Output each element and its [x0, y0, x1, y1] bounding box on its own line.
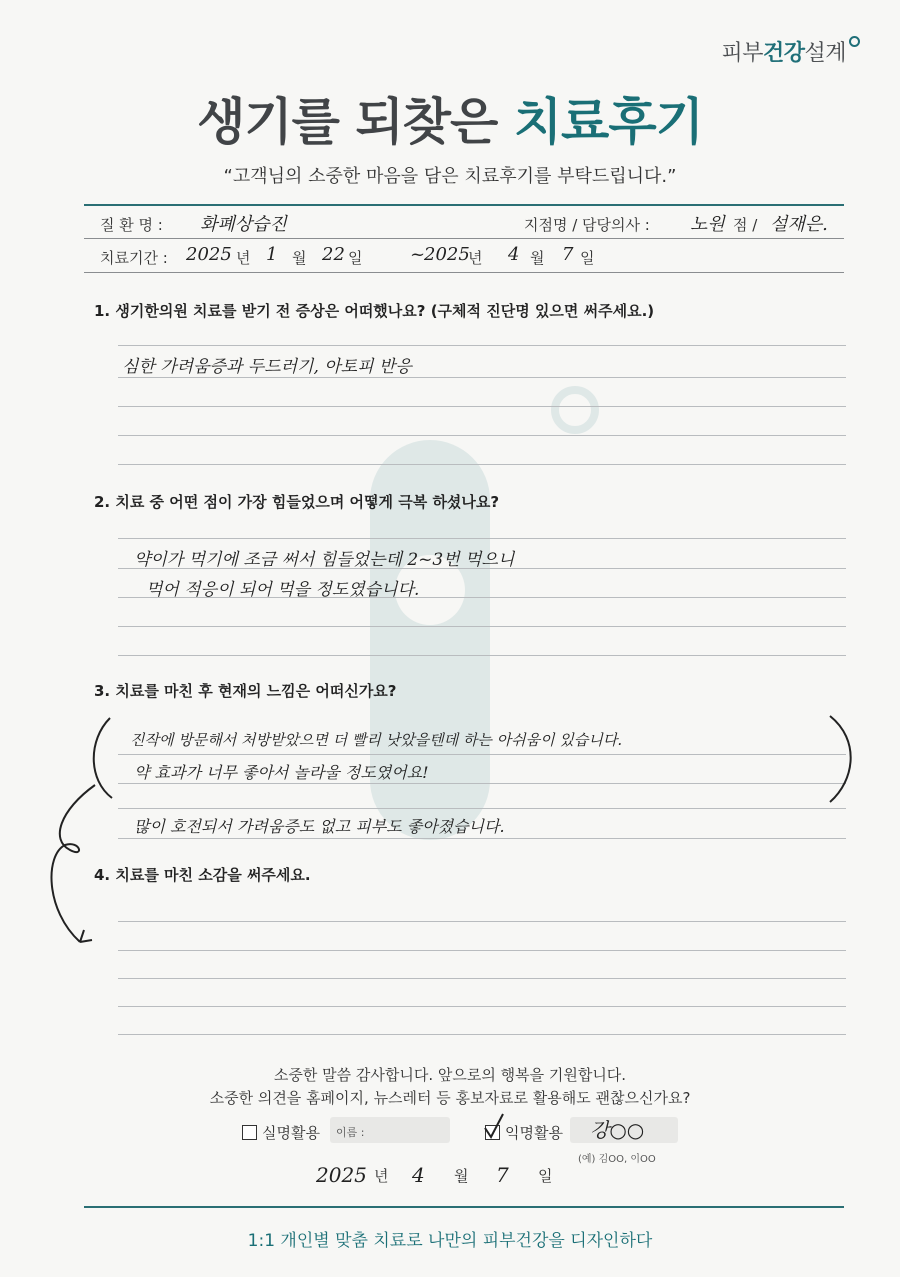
answer-line: [118, 464, 846, 465]
disease-label: 질 환 명 :: [100, 216, 163, 234]
footer-rule: [84, 1206, 844, 1208]
disease-value: 화폐상습진: [200, 214, 287, 235]
answer-line: [118, 377, 846, 378]
answer-line: [118, 626, 846, 627]
answer-3-line-1: 진작에 방문해서 처방받았으면 더 빨리 낫았을텐데 하는 아쉬움이 있습니다.: [130, 731, 623, 749]
end-day-unit: 일: [580, 249, 595, 267]
start-month-unit: 월: [292, 249, 307, 267]
answer-line: [118, 1034, 846, 1035]
answer-line: [118, 538, 846, 539]
page-subtitle: “고객님의 소중한 마음을 담은 치료후기를 부탁드립니다.”: [223, 166, 677, 187]
branch-label: 지점명 / 담당의사 :: [524, 216, 650, 234]
tagline: 1:1 개인별 맞춤 치료로 나만의 피부건강을 디자인하다: [247, 1231, 653, 1251]
answer-3-line-2: 약 효과가 너무 좋아서 놀라울 정도였어요!: [134, 763, 429, 782]
example-text: (예) 김OO, 이OO: [578, 1154, 656, 1165]
thanks-text: 소중한 말씀 감사합니다. 앞으로의 행복을 기원합니다.: [273, 1066, 627, 1084]
date-day: 7: [496, 1163, 509, 1187]
real-name-label: 실명활용: [262, 1124, 320, 1142]
answer-line: [118, 655, 846, 656]
date-year: 2025: [316, 1163, 367, 1187]
date-month-unit: 월: [454, 1167, 469, 1185]
answer-line: [118, 406, 846, 407]
name-field-label: 이름 :: [336, 1126, 365, 1139]
start-day-unit: 일: [348, 249, 363, 267]
info-top-rule: [84, 204, 844, 206]
question-3: 3. 치료를 마친 후 현재의 느낌은 어떠신가요?: [94, 682, 397, 700]
branch-value: 노원: [690, 214, 725, 235]
real-name-checkbox[interactable]: [242, 1125, 257, 1140]
brand-logo: [721, 36, 860, 67]
period-tilde: ~: [410, 244, 426, 265]
date-month: 4: [412, 1163, 425, 1187]
start-year-unit: 년: [236, 249, 251, 267]
end-year: 2025: [424, 244, 470, 265]
answer-line: [118, 921, 846, 922]
answer-line: [118, 978, 846, 979]
answer-2-line-1: 약이가 먹기에 조금 써서 힘들었는데 2~3번 먹으니: [134, 550, 515, 570]
doctor-value: 설재은.: [770, 214, 828, 235]
handwritten-marks: [40, 710, 870, 970]
consent-text: 소중한 의견을 홈페이지, 뉴스레터 등 홍보자료로 활용해도 괜찮으신가요?: [209, 1089, 691, 1107]
anon-label: 익명활용: [505, 1124, 563, 1142]
info-mid-rule: [84, 238, 844, 239]
title-part2: 치료후기: [513, 93, 703, 151]
brand-prefix: 피부: [721, 41, 763, 66]
end-day: 7: [562, 244, 574, 265]
info-bottom-rule: [84, 272, 844, 273]
answer-2-line-2: 먹어 적응이 되어 먹을 정도였습니다.: [146, 580, 420, 600]
answer-line: [118, 345, 846, 346]
question-4: 4. 치료를 마친 소감을 써주세요.: [94, 866, 311, 884]
answer-line: [118, 1006, 846, 1007]
end-month: 4: [508, 244, 520, 265]
page-title: [0, 82, 900, 154]
brand-bold: 건강: [762, 41, 805, 66]
date-year-unit: 년: [374, 1167, 389, 1185]
answer-line: [118, 950, 846, 951]
period-label: 치료기간 :: [100, 249, 168, 267]
date-day-unit: 일: [538, 1167, 553, 1185]
check-mark-icon: [482, 1112, 506, 1140]
end-month-unit: 월: [530, 249, 545, 267]
start-year: 2025: [186, 244, 232, 265]
brand-suffix: 설계: [804, 41, 846, 66]
answer-line: [118, 435, 846, 436]
brand-dot-icon: [849, 36, 860, 47]
start-month: 1: [266, 244, 278, 265]
question-2: 2. 치료 중 어떤 점이 가장 힘들었으며 어떻게 극복 하셨나요?: [94, 493, 500, 511]
answer-3-line-3: 많이 호전되서 가려움증도 없고 피부도 좋아졌습니다.: [134, 817, 505, 836]
start-day: 22: [322, 244, 345, 265]
end-year-unit: 년: [468, 249, 483, 267]
branch-suffix: 점 /: [733, 216, 758, 234]
question-1: 1. 생기한의원 치료를 받기 전 증상은 어떠했나요? (구체적 진단명 있으면 써주세요.): [94, 302, 655, 320]
anon-value: 강○○: [590, 1118, 645, 1142]
title-part1: 생기를 되찾은: [197, 93, 498, 151]
answer-1-line-1: 심한 가려움증과 두드러기, 아토피 반응: [122, 357, 412, 377]
